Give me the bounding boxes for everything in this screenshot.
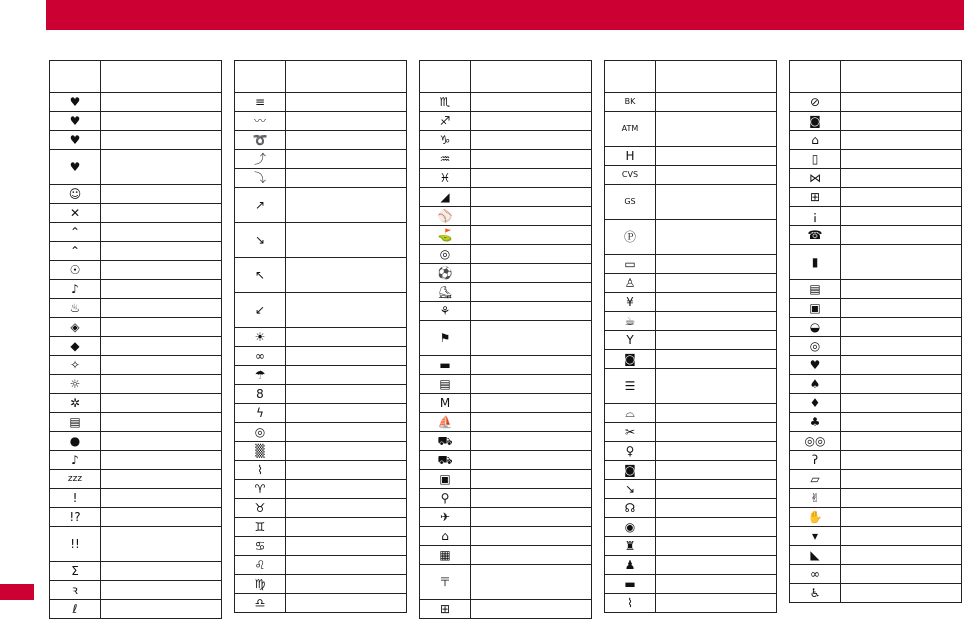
name-cell [656,442,777,461]
name-cell [101,337,222,356]
name-cell [101,204,222,223]
leo-icon: ♌ [235,556,286,575]
name-cell [471,375,592,394]
name-cell [841,432,962,451]
cute-icon: ◈ [50,318,101,337]
capricorn-icon: ♑ [420,131,471,150]
name-cell [101,489,222,508]
scissors-icon: ✌ [790,489,841,508]
name-cell [656,480,777,499]
name-cell [656,499,777,518]
name-cell [471,131,592,150]
snowman-icon: 8 [235,385,286,404]
name-cell [286,188,407,223]
movie-icon: ◙ [605,461,656,480]
header-name-cell [656,61,777,93]
hotel-icon: H [605,147,656,166]
name-cell [841,451,962,470]
typhoon-icon: ◎ [235,423,286,442]
name-cell [656,293,777,312]
fog-icon: ▒ [235,442,286,461]
header-name-cell [471,61,592,93]
name-cell [286,461,407,480]
wheelchair-icon: ♿ [790,584,841,603]
name-cell [101,600,222,619]
car-icon: ⛟ [420,432,471,451]
emoji-table-5 [789,60,962,603]
name-cell [471,150,592,169]
name-cell [841,527,962,546]
name-cell [471,245,592,264]
bar-icon: Y [605,331,656,350]
shinkansen-icon: M [420,394,471,413]
name-cell [656,312,777,331]
boutique-icon: ⌓ [605,404,656,423]
name-cell [286,518,407,537]
aries-icon: ♈ [235,480,286,499]
name-cell [841,280,962,299]
bank-icon: BK [605,93,656,112]
name-cell [471,451,592,470]
hot-spring-icon: ♨ [50,299,101,318]
name-cell [656,112,777,147]
side-index-tab [0,584,34,600]
sleep-icon: zzz [50,470,101,489]
name-cell [841,150,962,169]
hair-salon-icon: ✂ [605,423,656,442]
emoji-table-4 [604,60,777,613]
name-cell [101,451,222,470]
name-cell [471,302,592,321]
signal-icon: ▭ [605,255,656,274]
name-cell [656,166,777,185]
train-icon: ▬ [420,356,471,375]
ribbon-icon: ⋈ [790,169,841,188]
name-cell [841,169,962,188]
name-cell [101,150,222,185]
happy-face-icon: ☺ [50,185,101,204]
header-icon-cell [235,61,286,93]
name-cell [101,432,222,451]
name-cell [286,480,407,499]
libra-icon: ♎ [235,594,286,613]
name-cell [656,147,777,166]
no-smoking-icon: ⊘ [790,93,841,112]
fast-food-icon: ☰ [605,369,656,404]
name-cell [471,264,592,283]
name-cell [286,328,407,347]
name-cell [841,245,962,280]
name-cell [841,375,962,394]
infinity-icon: ∞ [235,347,286,366]
post-office-icon: 〒 [420,565,471,600]
name-cell [286,347,407,366]
scorpio-icon: ♏ [420,93,471,112]
name-cell [286,150,407,169]
name-cell [286,93,407,112]
name-cell [841,546,962,565]
name-cell [286,575,407,594]
arrow-upper-right-icon: ↗ [235,188,286,223]
gray-face-icon: ⌃ [50,242,101,261]
house-icon: ⌂ [420,527,471,546]
tennis-icon: ◎ [420,245,471,264]
heart-suit-icon: ♥ [790,356,841,375]
ear-icon: ʔ [790,451,841,470]
book-icon: ▯ [790,150,841,169]
name-cell [286,404,407,423]
wavy-dash-icon: 〰 [235,112,286,131]
name-cell [841,226,962,245]
tv-icon: ▣ [790,299,841,318]
restaurant-icon: ¥ [605,293,656,312]
name-cell [656,594,777,613]
dizzy-icon: ☉ [50,261,101,280]
cd-icon: ◎ [790,337,841,356]
basketball-icon: ⚘ [420,302,471,321]
name-cell [471,283,592,302]
sports-icon: ◢ [420,188,471,207]
name-cell [471,508,592,527]
name-cell [471,600,592,619]
umbrella-icon: ☂ [235,366,286,385]
name-cell [101,112,222,131]
name-cell [841,318,962,337]
name-cell [101,581,222,600]
name-cell [101,242,222,261]
name-cell [286,537,407,556]
cafe-icon: ☕ [605,312,656,331]
name-cell [656,575,777,594]
golf-icon: ⛳ [420,226,471,245]
amusement-icon: ☊ [605,499,656,518]
emoji-table-3 [419,60,592,619]
event-icon: ▬ [605,575,656,594]
bomb-icon: ● [50,432,101,451]
diagonal-icon: ↘ [605,480,656,499]
impact-icon: Σ [50,562,101,581]
taurus-icon: ♉ [235,499,286,518]
drip-icon: ℓ [50,600,101,619]
name-cell [471,546,592,565]
anger-icon: ✲ [50,394,101,413]
name-cell [656,369,777,404]
sparkle-heart-icon: ♥ [50,112,101,131]
name-cell [286,556,407,575]
header-icon-cell [790,61,841,93]
name-cell [101,93,222,112]
name-cell [286,293,407,328]
lightbulb-icon: ☼ [50,375,101,394]
hospital-icon: ⊞ [420,600,471,619]
exclamation-question-icon: !? [50,508,101,527]
name-cell [101,394,222,413]
exclamation-icon: ! [50,489,101,508]
name-cell [656,518,777,537]
name-cell [286,442,407,461]
name-cell [101,223,222,242]
memo-icon: ▤ [790,280,841,299]
virgo-icon: ♍ [235,575,286,594]
name-cell [286,366,407,385]
name-cell [101,413,222,432]
name-cell [286,499,407,518]
header-icon-cell [420,61,471,93]
name-cell [101,508,222,527]
camera-icon: ◙ [790,112,841,131]
name-cell [286,112,407,131]
rock-icon: ▱ [790,470,841,489]
name-cell [656,255,777,274]
name-cell [841,207,962,226]
name-cell [101,299,222,318]
name-cell [471,169,592,188]
name-cell [656,331,777,350]
present-icon: ⊞ [790,188,841,207]
name-cell [656,185,777,220]
beer-icon: ◙ [605,350,656,369]
name-cell [841,470,962,489]
mood-icon: ♪ [50,451,101,470]
name-cell [471,432,592,451]
name-cell [286,258,407,293]
name-cell [101,261,222,280]
name-cell [841,508,962,527]
name-cell [841,413,962,432]
baseball-icon: ⚾ [420,207,471,226]
name-cell [101,280,222,299]
name-cell [286,223,407,258]
music-icon: ◉ [605,518,656,537]
name-cell [656,461,777,480]
name-cell [471,470,592,489]
lips-icon: ◆ [50,337,101,356]
name-cell [471,112,592,131]
game-icon: ◒ [790,318,841,337]
music-note-icon: ♪ [50,280,101,299]
bus-icon: ▣ [420,470,471,489]
emoji-table-1 [49,60,222,619]
name-cell [286,594,407,613]
name-cell [841,565,962,584]
dash-icon: ≡ [235,93,286,112]
parking-icon: Ⓟ [605,220,656,255]
club-icon: ♣ [790,413,841,432]
name-cell [471,93,592,112]
rv-icon: ⛟ [420,451,471,470]
eyes-icon: ◎◎ [790,432,841,451]
header-icon-cell [50,61,101,93]
telephone-icon: ☎ [790,226,841,245]
name-cell [471,321,592,356]
name-cell [656,537,777,556]
sparkle-icon: ✧ [50,356,101,375]
name-cell [101,185,222,204]
angry-face-icon: ✕ [50,204,101,223]
pisces-icon: ♓ [420,169,471,188]
subway-icon: ▤ [420,375,471,394]
shoe-icon: ◣ [790,546,841,565]
name-cell [841,394,962,413]
name-cell [471,226,592,245]
building-icon: ▦ [420,546,471,565]
toilet-icon: ♙ [605,274,656,293]
name-cell [286,131,407,150]
name-cell [656,404,777,423]
ski-icon: ⛸ [420,283,471,302]
ship-icon: ⛵ [420,413,471,432]
drizzle-icon: ⌇ [235,461,286,480]
arrow-upper-left-icon: ↖ [235,258,286,293]
arrow-down-right-curve-icon: ⤵ [235,169,286,188]
sagittarius-icon: ♐ [420,112,471,131]
name-cell [656,93,777,112]
name-cell [841,112,962,131]
heart-icon: ♥ [50,93,101,112]
name-cell [286,423,407,442]
name-cell [656,556,777,575]
name-cell [471,413,592,432]
sad-face-icon: ⌃ [50,223,101,242]
gemini-icon: ♊ [235,518,286,537]
name-cell [286,385,407,404]
name-cell [471,489,592,508]
two-hearts-icon: ♥ [50,150,101,185]
convenience-store-icon: CVS [605,166,656,185]
karaoke-icon: ♀ [605,442,656,461]
name-cell [471,527,592,546]
arrow-up-right-curve-icon: ⤴ [235,150,286,169]
name-cell [841,337,962,356]
lightning-icon: ϟ [235,404,286,423]
curly-loop-icon: ➰ [235,131,286,150]
name-cell [101,356,222,375]
name-cell [841,356,962,375]
sun-icon: ☀ [235,328,286,347]
name-cell [656,220,777,255]
name-cell [471,207,592,226]
name-cell [471,356,592,375]
name-cell [656,350,777,369]
spade-icon: ♠ [790,375,841,394]
airplane-icon: ✈ [420,508,471,527]
header-name-cell [841,61,962,93]
emoji-table-2 [234,60,407,613]
name-cell [656,423,777,442]
header-icon-cell [605,61,656,93]
punch-icon: ▤ [50,413,101,432]
motorbike-icon: ⚲ [420,489,471,508]
name-cell [841,93,962,112]
header-name-cell [101,61,222,93]
drama-icon: ♟ [605,556,656,575]
name-cell [101,318,222,337]
diamond-icon: ♦ [790,394,841,413]
glasses-icon: ∞ [790,565,841,584]
gas-station-icon: GS [605,185,656,220]
name-cell [841,299,962,318]
name-cell [101,470,222,489]
atm-icon: ATM [605,112,656,147]
sweat-icon: ꝛ [50,581,101,600]
name-cell [471,394,592,413]
name-cell [656,274,777,293]
header-name-cell [286,61,407,93]
name-cell [101,527,222,562]
aquarius-icon: ♒ [420,150,471,169]
mobile-phone-icon: ▮ [790,245,841,280]
name-cell [841,489,962,508]
name-cell [471,565,592,600]
soccer-icon: ⚽ [420,264,471,283]
art-icon: ♜ [605,537,656,556]
cancer-icon: ♋ [235,537,286,556]
foot-icon: ▾ [790,527,841,546]
ticket-icon: ⌇ [605,594,656,613]
name-cell [471,188,592,207]
paper-icon: ✋ [790,508,841,527]
arrow-lower-left-icon: ↙ [235,293,286,328]
header-bar [46,0,964,30]
arrow-lower-right-icon: ↘ [235,223,286,258]
name-cell [841,131,962,150]
name-cell [101,562,222,581]
checkered-flag-icon: ⚑ [420,321,471,356]
broken-heart-icon: ♥ [50,131,101,150]
double-exclamation-icon: !! [50,527,101,562]
name-cell [841,584,962,603]
birthday-icon: ¡ [790,207,841,226]
name-cell [286,169,407,188]
name-cell [101,375,222,394]
name-cell [841,188,962,207]
bag-icon: ⌂ [790,131,841,150]
name-cell [101,131,222,150]
